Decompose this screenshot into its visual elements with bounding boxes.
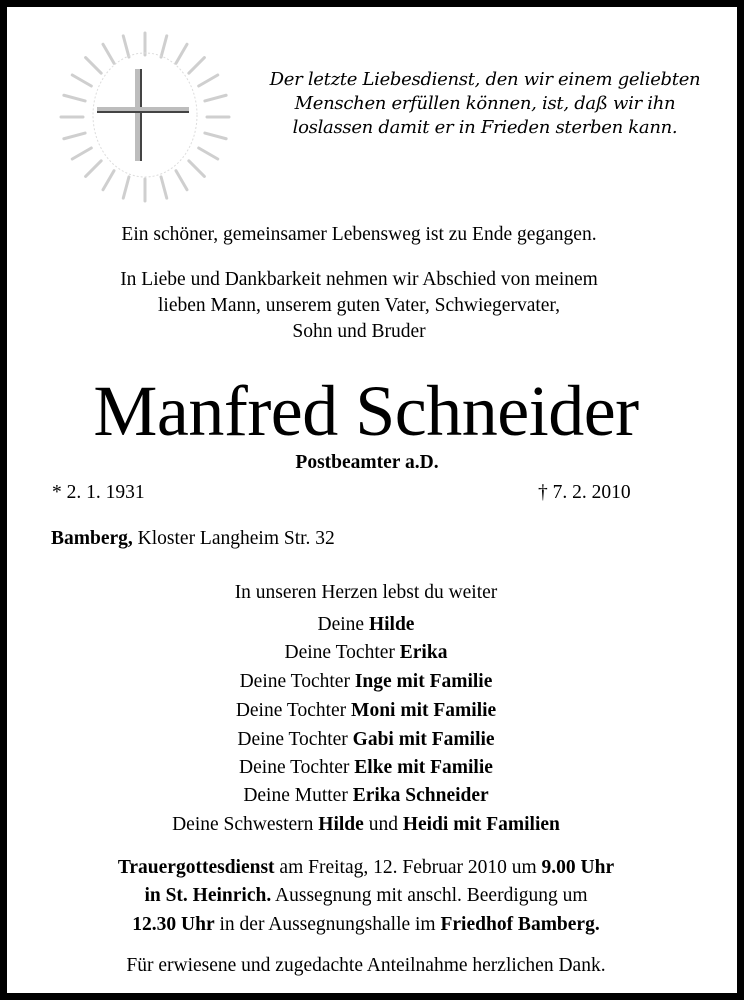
mourner-line: Deine Schwestern Hilde und Heidi mit Familien (172, 814, 560, 835)
death-date: † 7. 2. 2010 (538, 482, 631, 503)
opening-quote (255, 68, 715, 140)
service-line: 12.30 Uhr in der Aussegnungshalle im Friedhof Bamberg. (132, 914, 600, 935)
farewell-line: lieben Mann, unserem guten Vater, Schwiegervater, (157, 295, 561, 316)
obituary-notice (7, 7, 737, 993)
quote-line: Der letzte Liebesdienst, den wir einem geliebten (269, 69, 701, 90)
deceased-title: Postbeamter a.D. (295, 452, 439, 473)
thanks-text: Für erwiesene und zugedachte Anteilnahme herzlichen Dank. (126, 955, 606, 976)
quote-line: loslassen damit er in Frieden sterben kann. (292, 117, 678, 138)
mourner-line: Deine Tochter Erika (284, 642, 448, 663)
birth-date: * 2. 1. 1931 (52, 482, 145, 503)
address-street: Kloster Langheim Str. 32 (137, 528, 335, 549)
address-city: Bamberg, (51, 528, 133, 549)
cross-with-sunburst-icon (47, 27, 247, 207)
mourner-line: Deine Hilde (317, 614, 415, 635)
farewell-line: Sohn und Bruder (292, 321, 426, 342)
mourner-line: Deine Tochter Gabi mit Familie (237, 729, 495, 750)
mourner-line: Deine Tochter Inge mit Familie (239, 671, 493, 692)
motto: In unseren Herzen lebst du weiter (234, 582, 498, 603)
mourner-line: Deine Mutter Erika Schneider (243, 785, 489, 806)
service-line: in St. Heinrich. Aussegnung mit anschl. Beerdigung um (144, 885, 588, 906)
service-line: Trauergottesdienst am Freitag, 12. Februar 2010 um 9.00 Uhr (117, 857, 615, 878)
quote-line: Menschen erfüllen können, ist, daß wir ihn (294, 93, 676, 114)
intro-text: Ein schöner, gemeinsamer Lebensweg ist zu Ende gegangen. (121, 224, 597, 245)
deceased-name: Manfred Schneider (93, 371, 639, 451)
farewell-line: In Liebe und Dankbarkeit nehmen wir Abschied von meinem (120, 269, 598, 290)
mourner-line: Deine Tochter Moni mit Familie (235, 700, 497, 721)
mourner-line: Deine Tochter Elke mit Familie (239, 757, 493, 778)
address (51, 528, 335, 550)
